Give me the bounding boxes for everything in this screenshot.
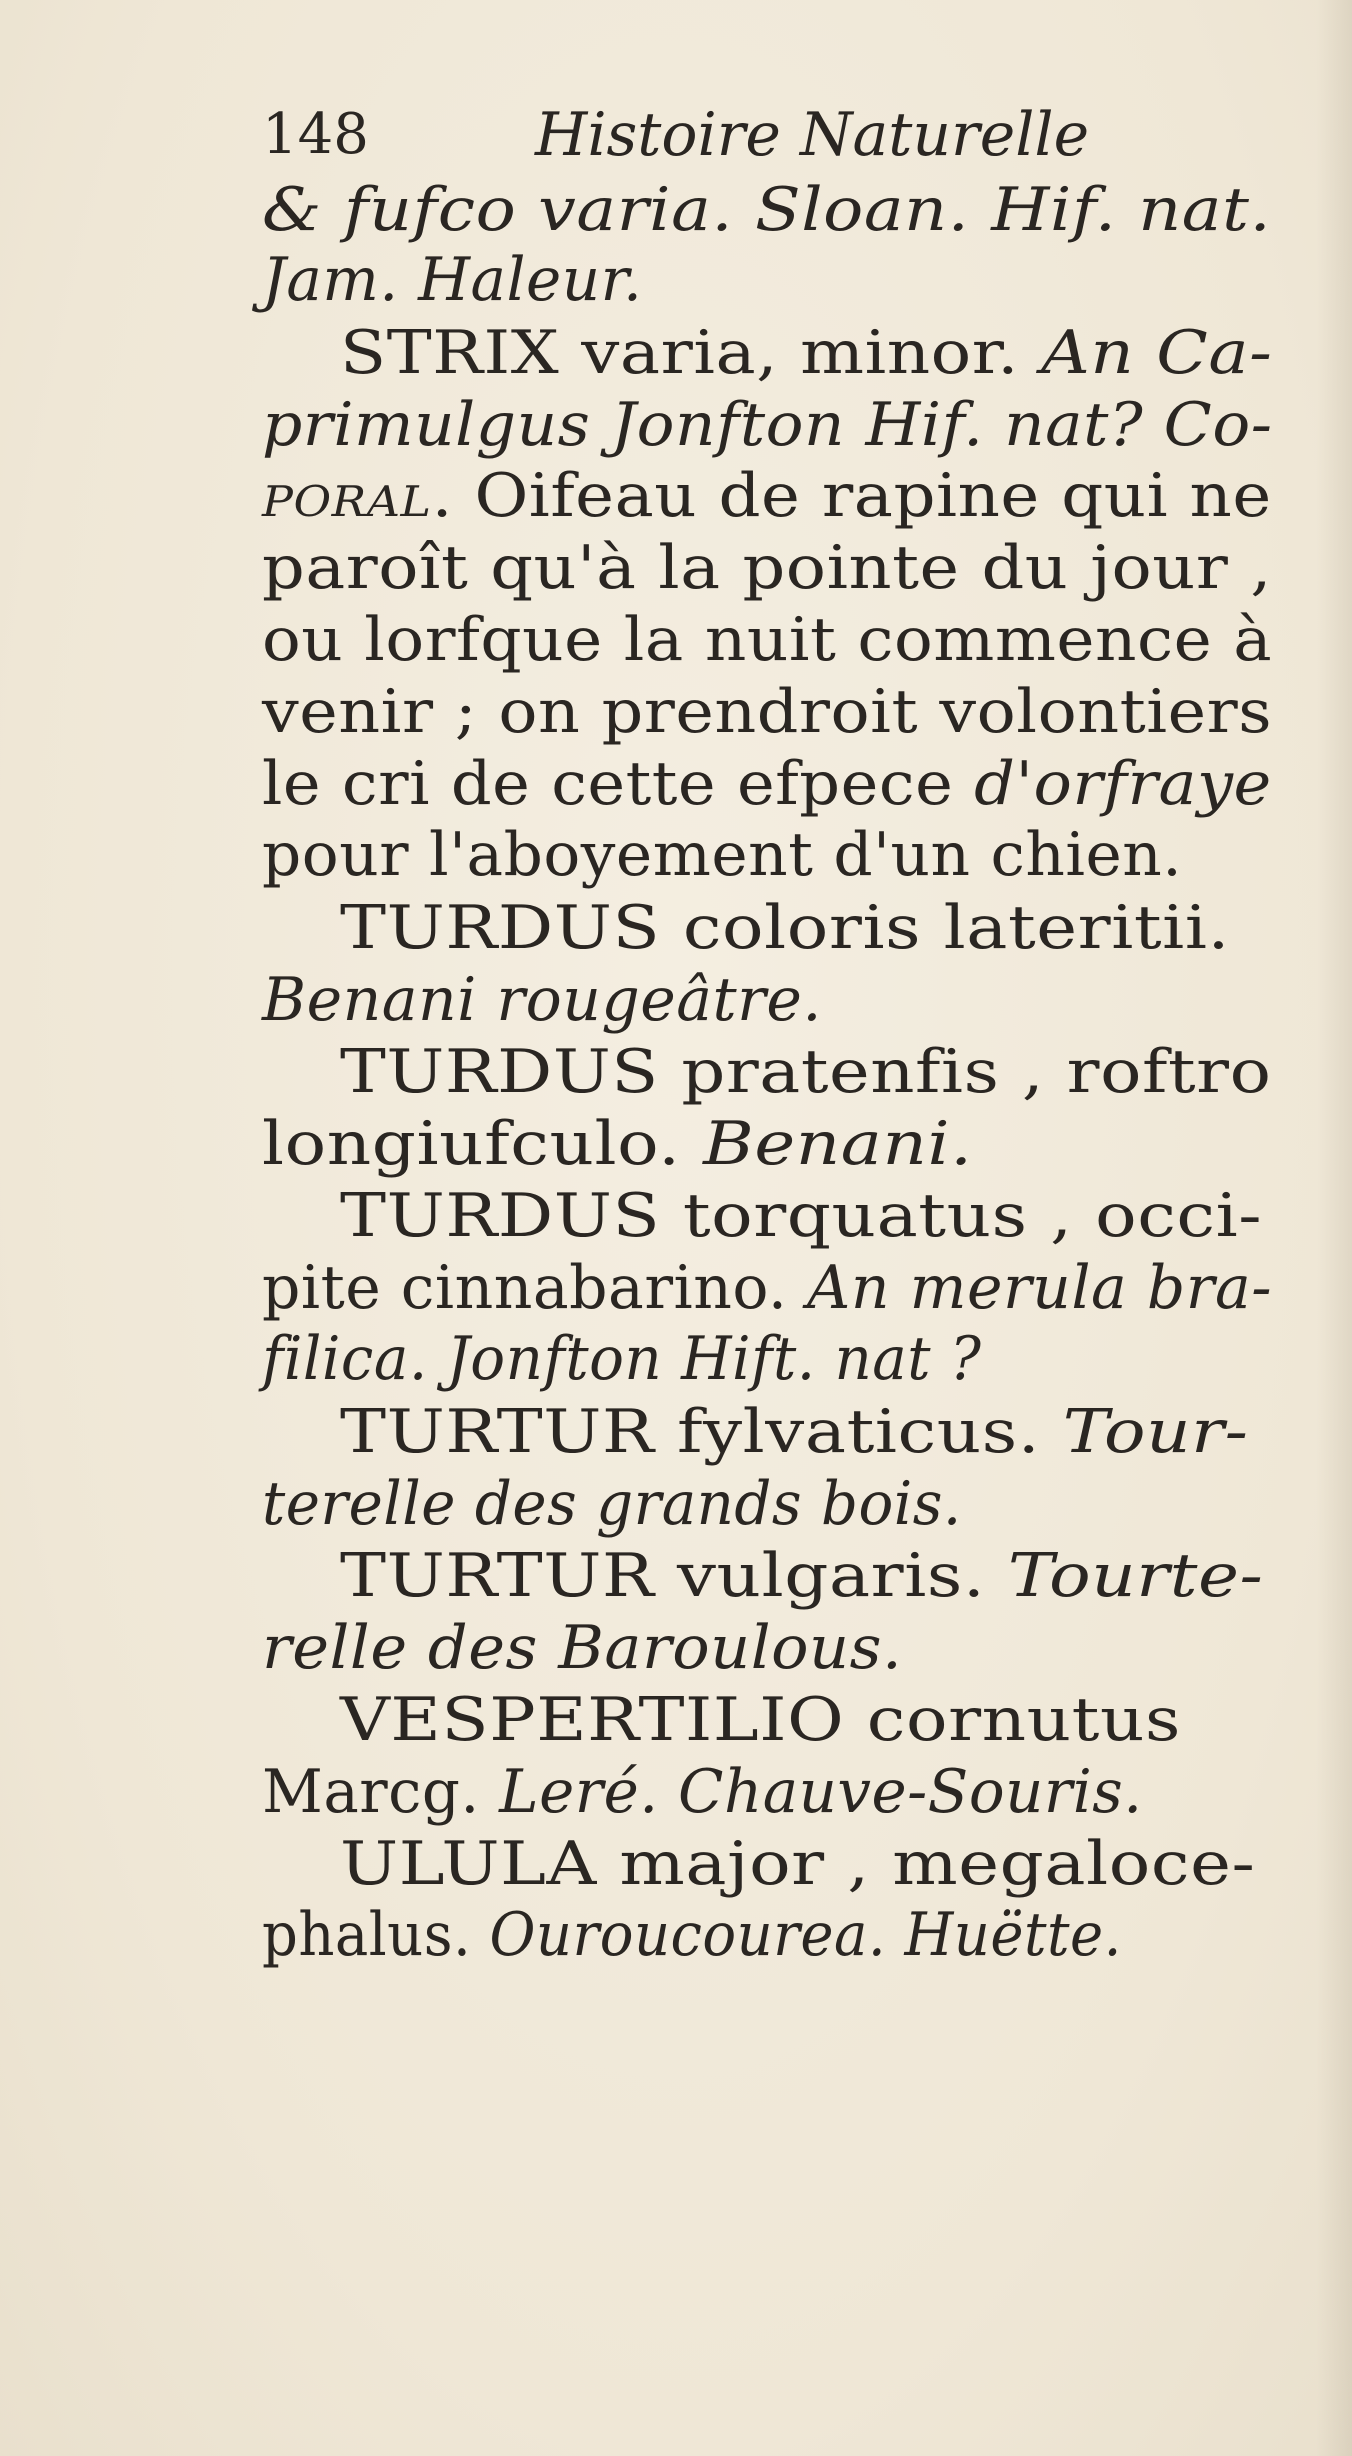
roman-text: TURDUS pratenfis , roftro [340, 1037, 1272, 1107]
text-line [340, 318, 1272, 388]
text-line [262, 1109, 973, 1179]
page-gutter-shadow [1316, 0, 1352, 2456]
text-line [262, 245, 642, 315]
roman-text: le cri de cette efpece [262, 749, 975, 819]
roman-text: venir ; on prendroit volontiers [262, 677, 1273, 747]
roman-text: pour l'aboyement d'un chien. [262, 820, 1183, 890]
italic-text: Tour- [1062, 1397, 1249, 1467]
italic-text: & [262, 175, 344, 245]
roman-text: ou lorfque la nuit commence à [262, 605, 1273, 675]
roman-text: Marcg. [262, 1757, 500, 1827]
roman-text: TURDUS torquatus , occi- [340, 1181, 1263, 1251]
italic-text: Tourte- [1007, 1541, 1264, 1611]
text-line [262, 965, 822, 1035]
italic-text: Jam. Haleur. [262, 245, 643, 315]
text-line [262, 1253, 1272, 1323]
italic-text: Leré. Chauve-Souris. [499, 1757, 1143, 1827]
roman-text: TURDUS coloris lateritii. [340, 893, 1230, 963]
text-line [262, 175, 1271, 245]
text-line [262, 820, 1182, 890]
text-line [340, 1541, 1263, 1611]
italic-text: An merula bra- [807, 1253, 1272, 1323]
text-line [262, 1900, 1122, 1970]
italic-text: Benani rougeâtre. [262, 965, 822, 1035]
roman-text: phalus. [262, 1900, 490, 1970]
italic-text: terelle des grands bois. [262, 1469, 962, 1539]
roman-text: ULULA major , megaloce- [340, 1829, 1256, 1899]
running-title: Histoire Naturelle [535, 100, 1090, 170]
italic-text: poral [262, 461, 432, 531]
text-line [262, 1757, 1143, 1827]
roman-text: STRIX varia, minor. [340, 318, 1042, 388]
italic-text: An Ca- [1041, 318, 1273, 388]
italic-text: relle des Baroulous. [262, 1613, 903, 1683]
roman-text: TURTUR vulgaris. [340, 1541, 1008, 1611]
italic-text: primulgus Jonfton Hif. nat? Co- [262, 390, 1273, 460]
text-line [340, 1181, 1262, 1251]
text-line [262, 461, 1272, 531]
roman-text: pite cinnabarino. [262, 1253, 808, 1323]
text-line [262, 749, 1272, 819]
text-line [340, 1037, 1272, 1107]
text-line [262, 677, 1272, 747]
text-line [262, 1324, 981, 1394]
text-line [262, 1469, 962, 1539]
text-line [262, 1613, 902, 1683]
page-number: 148 [262, 102, 369, 167]
roman-text: longiufculo. [262, 1109, 704, 1179]
roman-text: . Oifeau de rapine qui ne [431, 461, 1272, 531]
text-line [340, 1685, 1181, 1755]
text-line [262, 390, 1272, 460]
text-line [340, 893, 1230, 963]
text-line [262, 533, 1272, 603]
italic-text: Ouroucourea. Huëtte. [489, 1900, 1122, 1970]
roman-text: paroît qu'à la pointe du jour , [262, 533, 1273, 603]
text-line [262, 605, 1272, 675]
italic-text: d'orfraye [974, 749, 1272, 819]
text-line [340, 1397, 1249, 1467]
roman-text: VESPERTILIO cornutus [340, 1685, 1181, 1755]
text-line [340, 1829, 1255, 1899]
italic-text: filica. Jonfton Hift. nat ? [262, 1324, 982, 1394]
italic-text: Benani. [703, 1109, 973, 1179]
roman-text: TURTUR fylvaticus. [340, 1397, 1063, 1467]
italic-text: fufco varia. Sloan. Hif. nat. [343, 175, 1272, 245]
